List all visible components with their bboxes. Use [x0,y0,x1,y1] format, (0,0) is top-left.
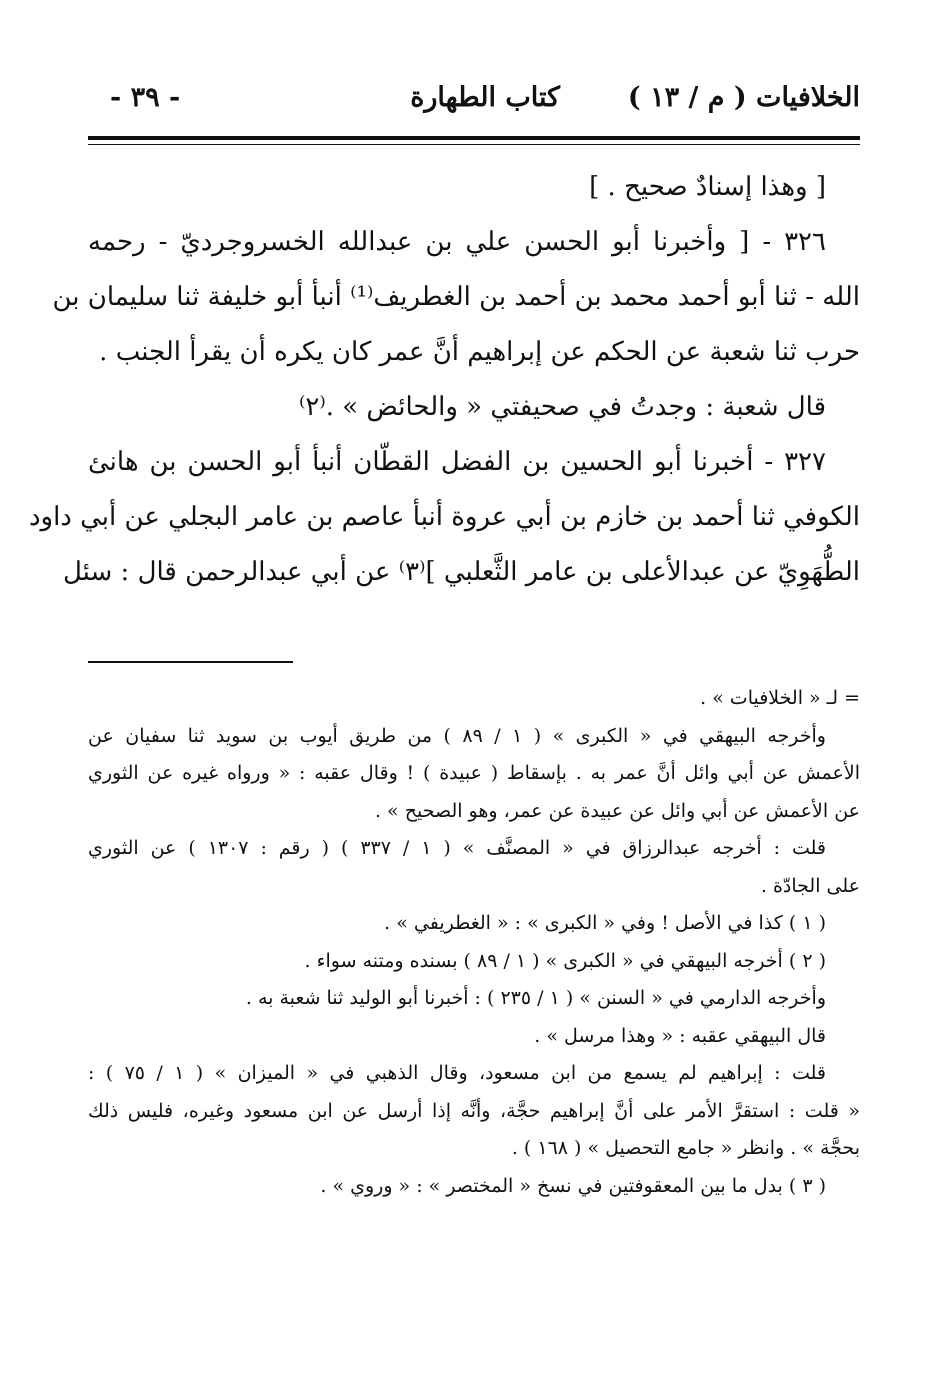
book-title: الخلافيات ( م / ١٣ ) [627,82,860,113]
chapter-title: كتاب الطهارة [410,82,560,113]
footnote-3: ( ٣ ) بدل ما بين المعقوفتين في نسخ « المختصر » : « وروي » . [320,1174,826,1197]
text-line: حرب ثنا شعبة عن الحكم عن إبراهيم أنَّ عمر كان يكره أن يقرأ الجنب . [99,337,860,367]
page-number: - ٣٩ - [110,82,181,113]
running-header [88,82,860,126]
main-text [28,160,860,600]
footnote-line: الأعمش عن أبي وائل أنَّ عمر به . بإسقاط ( عبيدة ) ! وقال عقبه : « ورواه غيره عن الثوري [88,762,860,784]
footnote-line: قلت : أخرجه عبدالرزاق في « المصنَّف » ( ١ / ٣٣٧ ) ( رقم : ١٣٠٧ ) عن الثوري [88,837,827,859]
page [28,60,860,1360]
footnote-line: قلت : إبراهيم لم يسمع من ابن مسعود، وقال الذهبي في « الميزان » ( ١ / ٧٥ ) : [88,1062,826,1084]
text-line: الله - ثنا أبو أحمد محمد بن أحمد بن الغطريف⁽¹⁾ أنبأ أبو خليفة ثنا سليمان بن [52,282,860,312]
text-line: قال شعبة : وجدتُ في صحيفتي « والحائض » .⁽٢⁾ [298,392,826,422]
text-line: الطُّهَوِيّ عن عبدالأعلى بن عامر الثَّعلبي ]⁽٣⁾ عن أبي عبدالرحمن قال : سئل [62,557,860,587]
hadith-326-line: ٣٢٦ - [ وأخبرنا أبو الحسن علي بن عبدالله الخسروجرديّ - رحمه [88,227,826,257]
hadith-327-line: ٣٢٧ - أخبرنا أبو الحسين بن الفضل القطّان أنبأ أبو الحسن بن هانئ [88,447,826,477]
footnote-2: ( ٢ ) أخرجه البيهقي في « الكبرى » ( ١ / ٨٩ ) بسنده ومتنه سواء . [304,949,826,972]
footnote-line: قال البيهقي عقبه : « وهذا مرسل » . [534,1024,826,1047]
footnote-line: على الجادّة . [760,874,860,897]
footnote-separator [88,661,293,663]
header-rule-thick [88,136,860,140]
text-line: [ وهذا إسنادٌ صحيح . ] [589,172,826,202]
footnote-line: بحجَّة » . وانظر « جامع التحصيل » ( ١٦٨ ) . [511,1137,860,1159]
footnote-line: وأخرجه الدارمي في « السنن » ( ١ / ٢٣٥ ) : أخبرنا أبو الوليد ثنا شعبة به . [245,987,826,1009]
footnote-1: ( ١ ) كذا في الأصل ! وفي « الكبرى » : « الغطريفي » . [384,912,826,934]
footnotes [88,680,860,1205]
footnote-line: عن الأعمش عن أبي وائل عن عبيدة عن عمر، وهو الصحيح » . [374,799,860,822]
footnote-line: وأخرجه البيهقي في « الكبرى » ( ١ / ٨٩ ) من طريق أيوب بن سويد ثنا سفيان عن [88,724,826,747]
footnote-line: « قلت : استقرَّ الأمر على أنَّ إبراهيم حجَّة، وأنَّه إذا أرسل عن ابن مسعود وغيره، فليس ذلك [88,1099,860,1122]
text-line: الكوفي ثنا أحمد بن خازم بن أبي عروة أنبأ عاصم بن عامر البجلي عن أبي داود [28,502,860,532]
header-rule-thin [88,144,860,145]
footnote-line: = لـ « الخلافيات » . [700,687,860,709]
